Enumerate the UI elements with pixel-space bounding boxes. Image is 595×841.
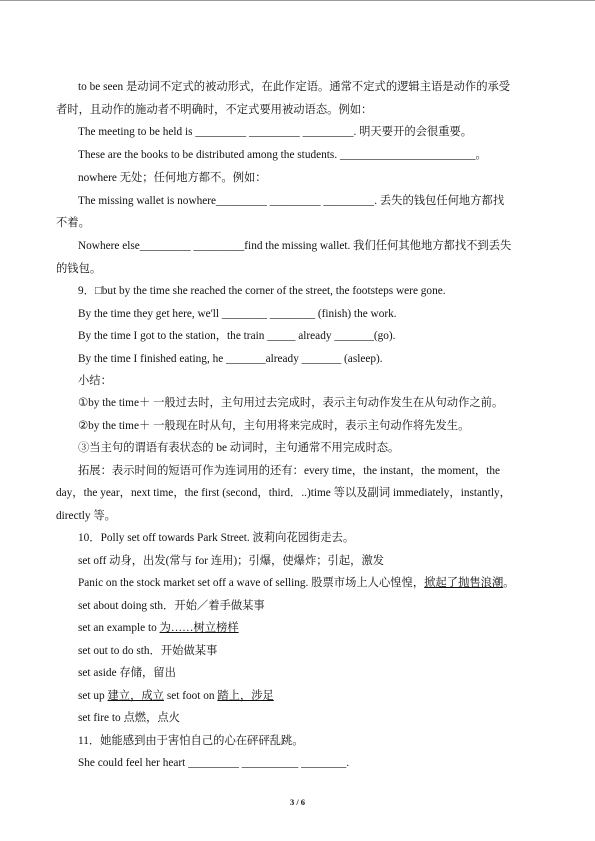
text-line: By the time I got to the station，the train _____ already _______(go). [78,330,396,342]
text-line: These are the books to be distributed among the students. ________________________。 [78,149,487,161]
text-line: ③当主句的谓语有表状态的 be 动词时，主句通常不用完成时态。 [78,442,400,454]
text-line: set up 建立，成立 set foot on 踏上，涉足 [78,690,274,702]
top-rule [0,0,595,1]
underlined-phrase: 掀起了抛售浪潮 [424,577,504,589]
text-line: directly 等。 [56,510,116,522]
text-line: ①by the time＋ 一般过去时，主句用过去完成时，表示主句动作发生在从句动作之前。 [78,397,504,409]
text-line: day，the year，next time，the first (second，third．..)time 等以及副词 immediately，instantly， [56,487,511,499]
text-line: The missing wallet is nowhere_________ _________ _________. 丢失的钱包任何地方都找 [78,195,505,207]
text-line: set about doing sth．开始／着手做某事 [78,600,265,612]
text-line: By the time I finished eating, he _______already _______ (asleep). [78,353,383,365]
text-line: set off 动身，出发(常与 for 连用)；引爆，使爆炸；引起，激发 [78,555,385,567]
text-line: She could feel her heart _________ __________ ________. [78,757,350,769]
text-line: 的钱包。 [56,263,102,275]
underlined-phrase: 为……树立榜样 [159,622,239,634]
text-line: set out to do sth．开始做某事 [78,645,218,657]
page-number: 3 / 6 [289,797,306,807]
text-line: 者时，且动作的施动者不明确时，不定式要用被动语态。例如： [56,104,373,116]
text-line: nowhere 无处；任何地方都不。例如： [78,172,267,184]
text-line: set aside 存储，留出 [78,667,176,679]
text-line: 11．她能感到由于害怕自己的心在砰砰乱跳。 [78,735,304,747]
text-line: 10．Polly set off towards Park Street. 波莉向花园街走去。 [78,532,355,544]
text-line: set an example to 为……树立榜样 [78,622,239,634]
underlined-phrase: 建立，成立 [107,690,164,702]
text-line: ②by the time＋ 一般现在时从句，主句用将来完成时，表示主句动作将先发生。 [78,420,470,432]
text-line: 不着。 [56,217,90,229]
text-line: 9．□but by the time she reached the corner of the street, the footsteps were gone. [78,285,446,297]
text-line: Panic on the stock market set off a wave of selling. 股票市场上人心惶惶，掀起了抛售浪潮。 [78,577,515,589]
text-line: set fire to 点燃，点火 [78,712,180,724]
text-line: 拓展：表示时间的短语可作为连词用的还有：every time，the instant，the moment，the [78,465,501,477]
text-line: By the time they get here, we'll ________ ________ (finish) the work. [78,308,397,320]
text-line: to be seen 是动词不定式的被动形式，在此作定语。通常不定式的逻辑主语是动作的承受 [78,81,511,93]
underlined-phrase: 踏上，涉足 [217,690,274,702]
text-line: 小结： [78,375,112,387]
text-line: The meeting to be held is _________ _________ _________. 明天要开的会很重要。 [78,126,473,138]
text-line: Nowhere else_________ _________find the missing wallet. 我们任何其他地方都找不到丢失 [78,240,512,252]
